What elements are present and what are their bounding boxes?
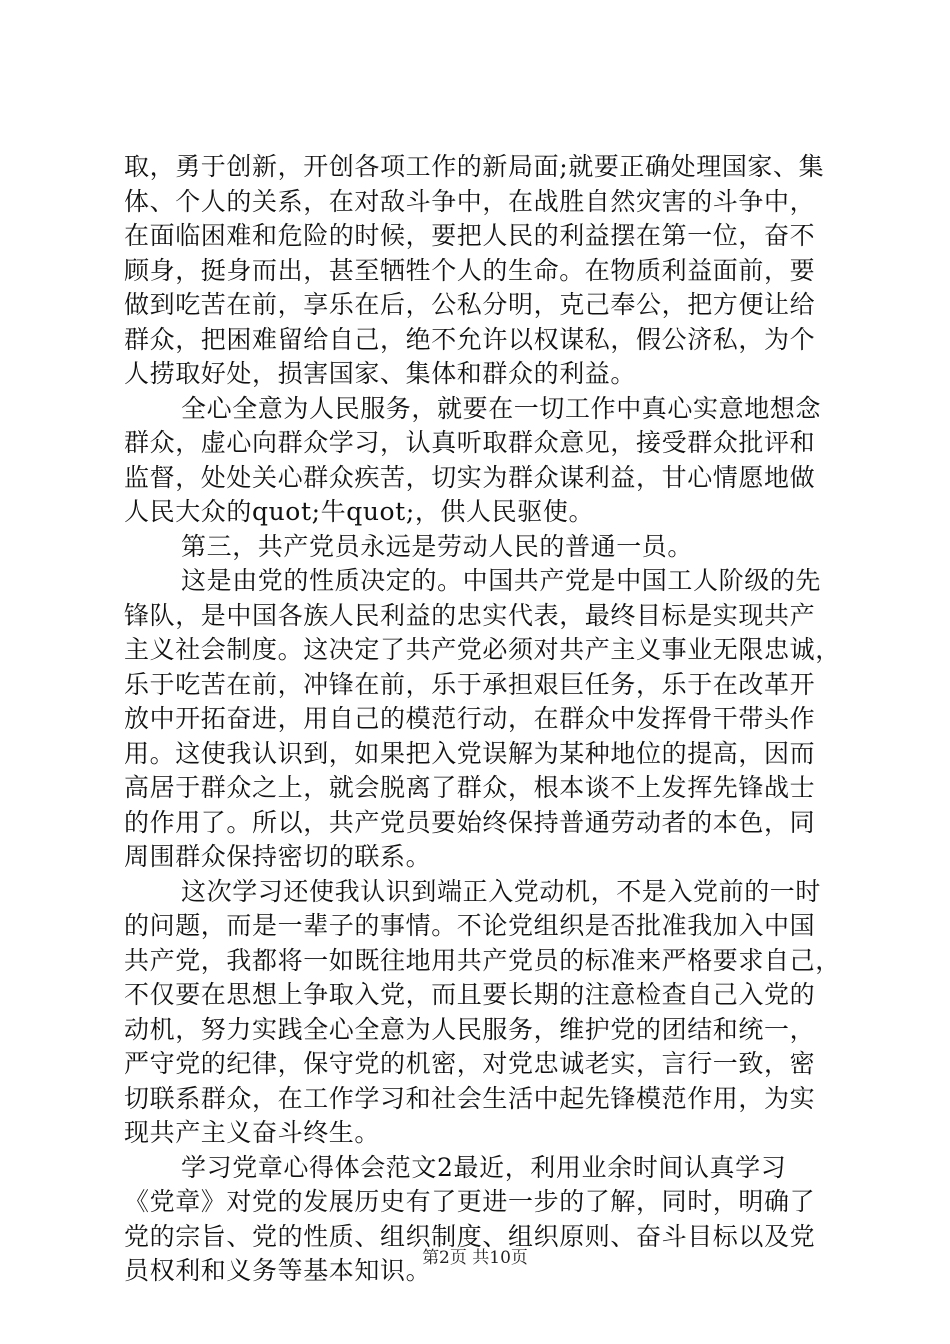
text-line: 人捞取好处，损害国家、集体和群众的利益。 <box>124 359 637 388</box>
text-line: 学习党章心得体会范文2最近，利用业余时间认真学习 <box>181 1152 787 1182</box>
text-line: 人民大众的quot;牛quot;，供人民驱使。 <box>124 497 595 526</box>
text-line: 在面临困难和危险的时候，要把人民的利益摆在第一位，奋不 <box>124 221 816 250</box>
text-line: 用。这使我认识到，如果把入党误解为某种地位的提高，因而 <box>124 738 816 768</box>
text-line: 切联系群众，在工作学习和社会生活中起先锋模范作用，为实 <box>124 1083 816 1113</box>
document-body <box>124 150 844 1289</box>
text-line: 动机，努力实践全心全意为人民服务，维护党的团结和统一， <box>124 1014 816 1044</box>
text-line: 体、个人的关系，在对敌斗争中，在战胜自然灾害的斗争中， <box>124 186 816 216</box>
text-line: 周围群众保持密切的联系。 <box>124 842 432 871</box>
page-footer: 第2页 共10页 <box>422 1248 528 1268</box>
text-line: 的问题，而是一辈子的事情。不论党组织是否批准我加入中国 <box>124 911 816 940</box>
text-line: 党的宗旨、党的性质、组织制度、组织原则、奋斗目标以及党 <box>124 1221 816 1251</box>
text-line: 高居于群众之上，就会脱离了群众，根本谈不上发挥先锋战士 <box>124 773 816 802</box>
text-line: 取，勇于创新，开创各项工作的新局面;就要正确处理国家、集 <box>124 152 825 181</box>
text-line: 员权利和义务等基本知识。 <box>124 1256 432 1285</box>
text-line: 群众，虚心向群众学习，认真听取群众意见，接受群众批评和 <box>124 428 816 457</box>
text-line: 的作用了。所以，共产党员要始终保持普通劳动者的本色，同 <box>124 807 816 837</box>
text-line: 乐于吃苦在前，冲锋在前，乐于承担艰巨任务，乐于在改革开 <box>124 669 816 699</box>
text-line: 顾身，挺身而出，甚至牺牲个人的生命。在物质利益面前，要 <box>124 255 816 285</box>
text-line: 放中开拓奋进，用自己的模范行动，在群众中发挥骨干带头作 <box>124 704 816 733</box>
text-line: 第三，共产党员永远是劳动人民的普通一员。 <box>181 531 694 561</box>
text-line: 严守党的纪律，保守党的机密，对党忠诚老实，言行一致，密 <box>124 1049 816 1078</box>
text-line: 做到吃苦在前，享乐在后，公私分明，克己奉公，把方便让给 <box>124 290 816 319</box>
text-line: 这是由党的性质决定的。中国共产党是中国工人阶级的先 <box>181 566 822 595</box>
text-line: 共产党，我都将一如既往地用共产党员的标准来严格要求自己， <box>124 945 841 975</box>
text-line: 不仅要在思想上争取入党，而且要长期的注意检查自己入党的 <box>124 980 816 1009</box>
text-line: 群众，把困难留给自己，绝不允许以权谋私，假公济私，为个 <box>124 324 816 354</box>
text-line: 现共产主义奋斗终生。 <box>124 1118 381 1147</box>
text-line: 这次学习还使我认识到端正入党动机，不是入党前的一时 <box>181 876 822 906</box>
text-line: 监督，处处关心群众疾苦，切实为群众谋利益，甘心情愿地做 <box>124 462 816 492</box>
text-line: 《党章》对党的发展历史有了更进一步的了解，同时，明确了 <box>124 1187 816 1216</box>
text-line: 锋队，是中国各族人民利益的忠实代表，最终目标是实现共产 <box>124 600 816 630</box>
text-line: 主义社会制度。这决定了共产党必须对共产主义事业无限忠诚， <box>124 635 841 664</box>
text-line: 全心全意为人民服务，就要在一切工作中真心实意地想念 <box>181 393 822 423</box>
